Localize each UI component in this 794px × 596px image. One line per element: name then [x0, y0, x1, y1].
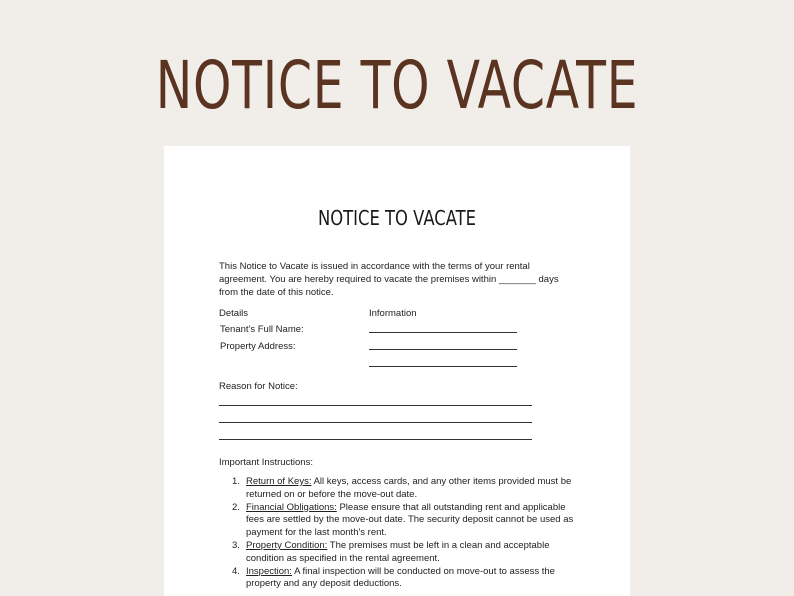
list-item-heading: Inspection: — [246, 565, 292, 577]
instructions-label: Important Instructions: — [219, 457, 313, 468]
reason-blank-2[interactable] — [219, 422, 532, 423]
property-address-blank-2[interactable] — [369, 366, 517, 367]
document-page — [164, 146, 630, 596]
property-address-blank[interactable] — [369, 349, 517, 350]
list-number: 3. — [232, 539, 240, 551]
property-address-label: Property Address: — [220, 341, 296, 352]
list-item-heading: Property Condition: — [246, 539, 328, 551]
banner-title: NOTICE TO VACATE — [155, 47, 639, 124]
list-item-heading: Return of Keys: — [246, 476, 312, 487]
list-item-text: A final inspection will be conducted on move-out to assess the property and any deposit deductions. — [246, 565, 555, 590]
list-item-text: Please ensure that all outstanding rent and applicable fees are settled by the move-out date. The security deposit cannot be used as payment for the last month's rent. — [246, 501, 574, 538]
list-number: 2. — [232, 501, 240, 513]
tenant-name-blank[interactable] — [369, 332, 517, 333]
list-number: 4. — [232, 565, 240, 577]
list-number: 1. — [232, 476, 240, 487]
document-title: NOTICE TO VACATE — [317, 206, 477, 230]
list-item-text: The premises must be left in a clean and acceptable condition as specified in the rental agreement. — [246, 539, 550, 564]
instructions-list — [219, 476, 579, 591]
table-header-information: Information — [369, 308, 417, 319]
reason-blank-1[interactable] — [219, 405, 532, 406]
reason-label: Reason for Notice: — [219, 381, 298, 392]
list-item — [219, 540, 579, 565]
list-item — [219, 476, 579, 501]
list-item — [219, 566, 579, 591]
intro-paragraph: This Notice to Vacate is issued in accordance with the terms of your rental agreement. You are hereby required to vacate the premises within _______ days from the date of this notice. — [219, 261, 559, 298]
reason-blank-3[interactable] — [219, 439, 532, 440]
list-item-text: All keys, access cards, and any other items provided must be returned on or before the move-out date. — [246, 476, 572, 500]
list-item — [219, 502, 579, 540]
tenant-name-label: Tenant's Full Name: — [220, 324, 304, 335]
list-item-heading: Financial Obligations: — [246, 501, 337, 513]
table-header-details: Details — [219, 308, 249, 319]
